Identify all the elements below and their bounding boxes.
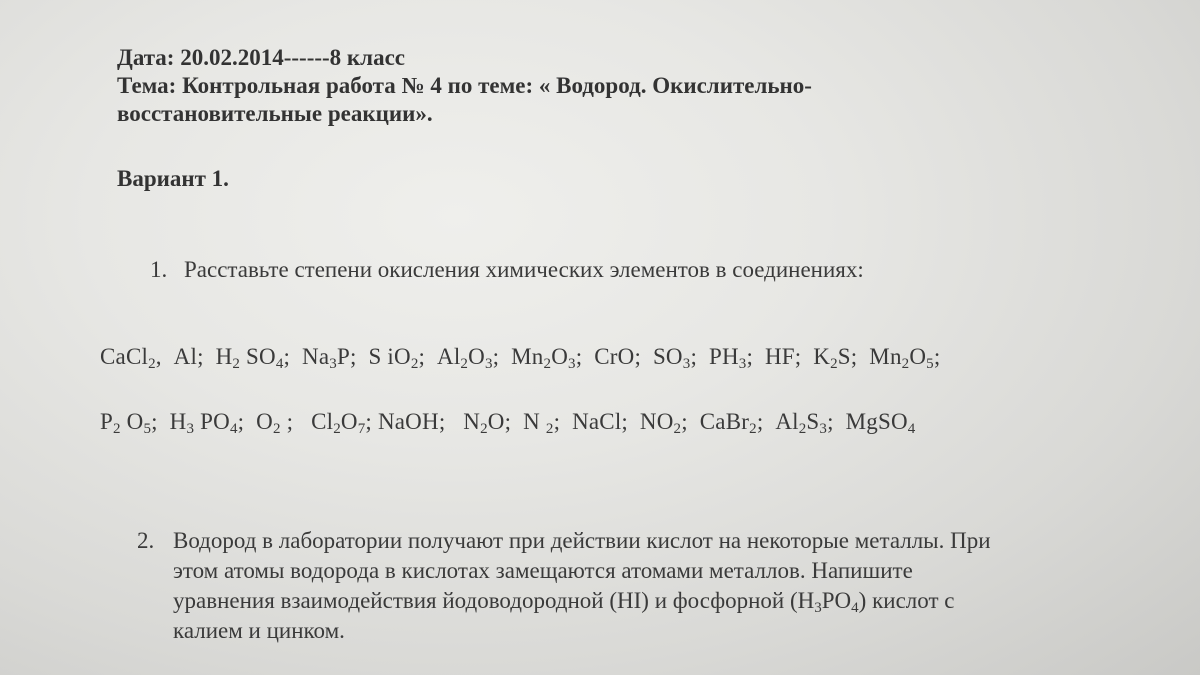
formula-part: N $_2$; [523, 409, 573, 437]
task-1-question [150, 257, 864, 283]
task-1-number: 1. [150, 257, 168, 282]
task-2-line-3-pre: уравнения взаимодействия йодоводородной (HI) и фосфорной (H [173, 588, 815, 613]
document-header [117, 44, 812, 128]
task-2-text [173, 526, 1163, 646]
formula-part: P; [336, 344, 369, 369]
formula-part: $S_3$; [806, 409, 846, 437]
formula-part: $PH_3$; [708, 344, 765, 372]
task-2-line-1: Водород в лаборатории получают при действии кислот на некоторые металлы. При [173, 528, 991, 553]
formula-part: $K_2$ [813, 344, 838, 372]
topic-line-1: Тема: Контрольная работа № 4 по теме: « Водород. Окислительно- [117, 73, 812, 98]
formula-part: $O_5$; [120, 409, 170, 437]
variant-title: Вариант 1. [117, 166, 229, 191]
formula-part: $O_2$ ; [256, 409, 312, 437]
formula-part: $O_3$; [551, 344, 595, 372]
formula-part: $O_7$; [340, 409, 378, 437]
formula-part: $Mn_2$ [511, 344, 552, 372]
formula-part: $Mn_2$ [869, 344, 910, 372]
task-2-number: 2. [137, 528, 155, 553]
task-2-line-3-post: ) кислот с [858, 588, 955, 613]
formula-part: NaOH; [377, 409, 464, 434]
task-1-text: Расставьте степени окисления химических элементов в соединениях: [184, 257, 864, 282]
formula-part: $O_3$; [468, 344, 512, 372]
formula-part: $N_2$ [463, 409, 488, 437]
formula-list-line-1 [100, 344, 940, 370]
task-2-sub-2: 4 [851, 600, 859, 616]
formula-part: $Cl_2$ [311, 409, 341, 437]
formula-part: $H_2$ [215, 344, 241, 372]
task-2-line-3-mid: PO [821, 588, 852, 613]
task-2-line-2: этом атомы водорода в кислотах замещаются атомами металлов. Напишите [173, 558, 913, 583]
formula-part: $P_2$ [100, 409, 121, 437]
formula-part: S; [837, 344, 870, 369]
topic-line-2: восстановительные реакции». [117, 101, 433, 126]
formula-part: $SO_3$; [652, 344, 709, 372]
formula-part: $SO_4$; [240, 344, 303, 372]
formula-list-line-2 [100, 409, 915, 435]
formula-part: Al; [173, 344, 216, 369]
task-2-line-4: калием и цинком. [173, 618, 345, 643]
formula-part: CaCl$_2$, [100, 344, 174, 372]
formula-part: $Al_2$ [437, 344, 469, 372]
date-line: Дата: 20.02.2014------8 класс [117, 45, 405, 70]
formula-part: $Na_3$ [302, 344, 337, 372]
formula-part: $O_5$; [909, 344, 941, 372]
formula-part: CrO; [594, 344, 653, 369]
formula-part: S $iO_2$; [368, 344, 438, 372]
task-2-sub-1: 3 [814, 600, 822, 616]
formula-part: O; [487, 409, 524, 434]
formula-part: MgSO$_4$ [845, 409, 916, 437]
formula-part: NaCl; [572, 409, 640, 434]
formula-part: $Al_2$ [775, 409, 807, 437]
formula-part: $H_3$ [169, 409, 195, 437]
formula-part: $PO_4$; [194, 409, 257, 437]
formula-part: $NO_2$; [639, 409, 700, 437]
task-2-line-3 [173, 586, 1163, 616]
formula-part: CaBr$_2$; [699, 409, 776, 437]
formula-part: HF; [764, 344, 814, 369]
